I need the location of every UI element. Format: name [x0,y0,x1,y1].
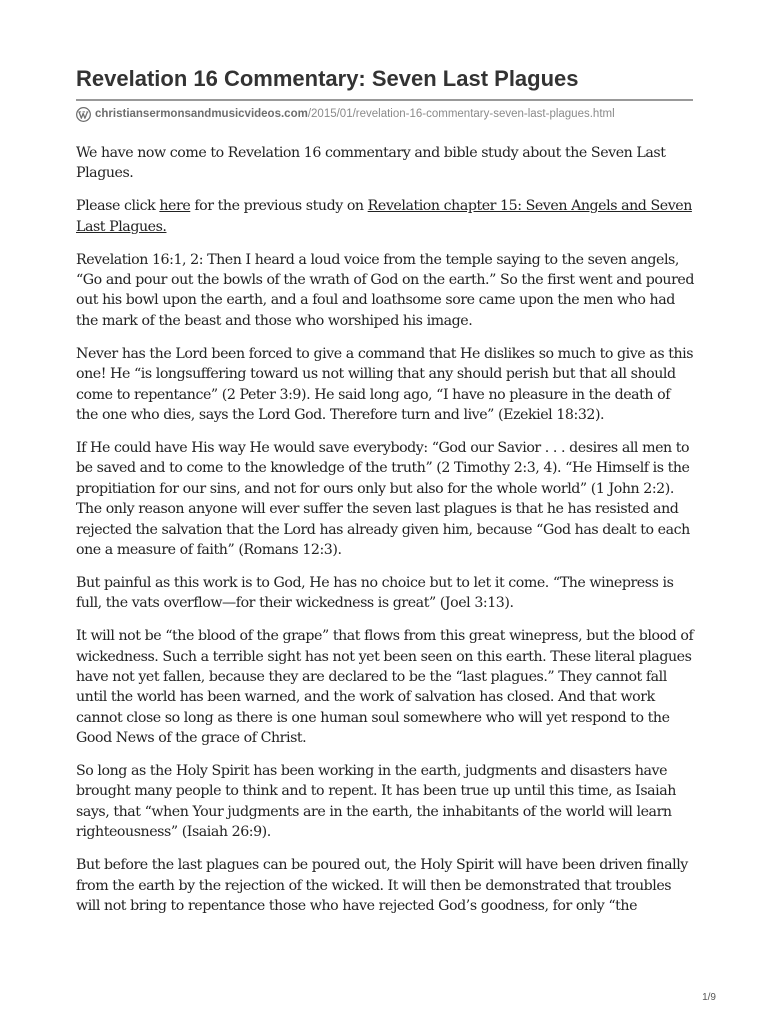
wordpress-icon [76,107,91,122]
article-body [76,143,694,929]
paragraph-before-last-plagues: But before the last plagues can be poured out, the Holy Spirit will have been driven finally from the earth by the rejection of the wicked. It will then be demonstrated that troubles will not bring to repentance those who have rejected God’s goodness, for only “the [76,857,688,914]
paragraph-blood-of-wickedness: It will not be “the blood of the grape” that flows from this great winepress, but the blood of wickedness. Such a terrible sight has not yet been seen on this earth. These literal plagues have not yet fallen, because they are declared to be the “last plagues.” They cannot fall until the world has been warned, and the work of salvation has closed. And that work cannot close so long as there is one human soul somewhere who will yet respond to the Good News of the grace of Christ. [76,628,694,747]
previous-text-middle: for the previous study on [190,198,368,215]
previous-study-paragraph [76,196,694,237]
paragraph-revelation-16-1: Revelation 16:1, 2: Then I heard a loud voice from the temple saying to the seven angels, “Go and pour out the bowls of the wrath of God on the earth.” So the first went and poured out his bowl upon the earth, and a foul and loathsome sore came upon the men who had the mark of the beast and those who worshiped his image. [76,251,695,329]
source-url[interactable] [76,105,694,123]
paragraph-lord-command: Never has the Lord been forced to give a command that He dislikes so much to give as this one! He “is longsuffering toward us not willing that any should perish but that all should come to repentance” (2 Peter 3:9). He said long ago, “I have no pleasure in the death of the one who dies, says the Lord God. Therefore turn and live” (Ezekiel 18:32). [76,345,694,423]
page-number: 1/9 [702,992,716,1003]
source-path[interactable]: /2015/01/revelation-16-commentary-seven-last-plagues.html [307,108,615,120]
here-link[interactable]: here [159,198,191,215]
paragraph-save-everybody: If He could have His way He would save everybody: “God our Savior . . . desires all men to be saved and to come to the knowledge of the truth” (2 Timothy 2:3, 4). “He Himself is the propitiation for our sins, and not for ours only but also for the whole world” (1 John 2:2). The only reason anyone will ever suffer the seven last plagues is that he has resisted and rejected the salvation that the Lord has already given him, because “God has dealt to each one a measure of faith” (Romans 12:3). [76,439,690,558]
paragraph-holy-spirit-working: So long as the Holy Spirit has been working in the earth, judgments and disasters have brought many people to think and to repent. It has been true up until this time, as Isaiah says, that “when Your judgments are in the earth, the inhabitants of the world will learn righteousness” (Isaiah 26:9). [76,763,676,841]
paragraph-winepress: But painful as this work is to God, He has no choice but to let it come. “The winepress is full, the vats overflow—for their wickedness is great” (Joel 3:13). [76,574,674,612]
chapter-15-link[interactable]: Revelation chapter 15: Seven Angels and Seven Last Plagues. [76,198,692,235]
page-title: Revelation 16 Commentary: Seven Last Plagues [76,66,579,91]
source-domain[interactable]: christiansermonsandmusicvideos.com [95,108,308,120]
title-divider [76,99,693,101]
previous-text-before: Please click [76,198,160,215]
intro-paragraph: We have now come to Revelation 16 commentary and bible study about the Seven Last Plagues. [76,145,666,182]
